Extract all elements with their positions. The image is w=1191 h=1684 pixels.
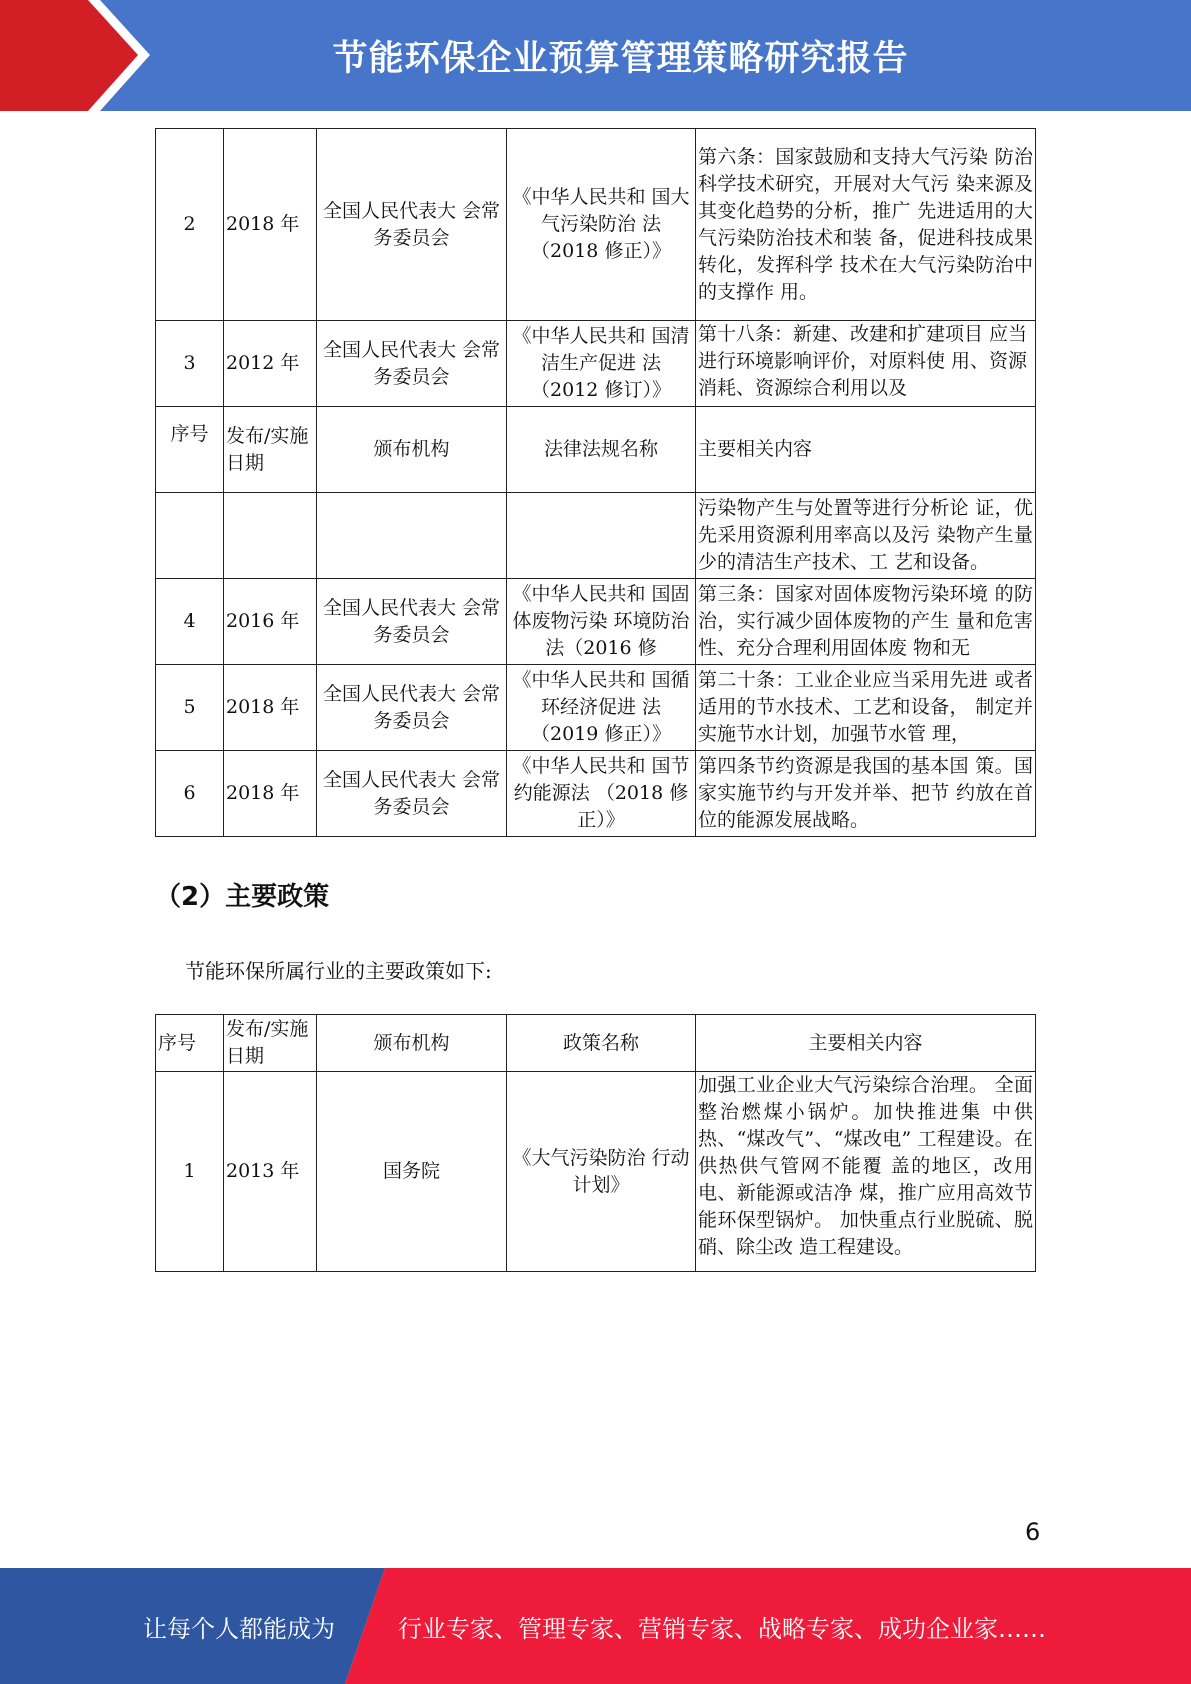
content-cell: 第四条节约资源是我国的基本国 策。国家实施节约与开发并举、把节 约放在首位的能源发展战略。 bbox=[696, 751, 1036, 837]
date-cell bbox=[224, 493, 317, 579]
header-seq: 序号 bbox=[156, 1015, 224, 1072]
table-header-row bbox=[156, 1015, 1036, 1072]
header-org: 颁布机构 bbox=[317, 407, 507, 493]
content-cell: 第十八条：新建、改建和扩建项目 应当进行环境影响评价，对原料使 用、资源消耗、资源综合利用以及 bbox=[696, 321, 1036, 407]
date-cell: 2018 年 bbox=[224, 665, 317, 751]
header-chevron-decoration bbox=[0, 0, 200, 111]
header-content: 主要相关内容 bbox=[696, 1015, 1036, 1072]
footer-banner bbox=[0, 1568, 1191, 1684]
content-cell: 第二十条：工业企业应当采用先进 或者适用的节水技术、工艺和设备， 制定并实施节水计划，加强节水管 理， bbox=[696, 665, 1036, 751]
header-org: 颁布机构 bbox=[317, 1015, 507, 1072]
content-cell: 加强工业企业大气污染综合治理。 全面整治燃煤小锅炉。加快推进集 中供热、“煤改气”、“煤改电” 工程建设。在供热供气管网不能覆 盖的地区，改用电、新能源或洁净 煤，推广应用高效节能环保型锅炉。 加快重点行业脱硫、脱硝、除尘改 造工程建设。 bbox=[696, 1072, 1036, 1272]
date-cell: 2018 年 bbox=[224, 751, 317, 837]
header-date: 发布/实施日期 bbox=[224, 407, 317, 493]
date-cell: 2013 年 bbox=[224, 1072, 317, 1272]
report-title: 节能环保企业预算管理策略研究报告 bbox=[332, 38, 909, 79]
org-cell: 国务院 bbox=[317, 1072, 507, 1272]
seq-cell bbox=[156, 493, 224, 579]
page-number: 6 bbox=[1025, 1518, 1041, 1546]
table-header-row bbox=[156, 407, 1036, 493]
section-heading: （2）主要政策 bbox=[155, 882, 330, 912]
table-row bbox=[156, 321, 1036, 407]
policy-name-cell: 《大气污染防治 行动计划》 bbox=[507, 1072, 696, 1272]
org-cell: 全国人民代表大 会常务委员会 bbox=[317, 579, 507, 665]
header-date: 发布/实施日期 bbox=[224, 1015, 317, 1072]
footer-slogan-left: 让每个人都能成为 bbox=[143, 1614, 335, 1643]
law-name-cell: 《中华人民共和 国清洁生产促进 法（2012 修订）》 bbox=[507, 321, 696, 407]
table-row bbox=[156, 665, 1036, 751]
law-name-cell: 《中华人民共和 国循环经济促进 法（2019 修正）》 bbox=[507, 665, 696, 751]
seq-cell: 5 bbox=[156, 665, 224, 751]
table-row bbox=[156, 751, 1036, 837]
header-banner bbox=[0, 0, 1191, 111]
date-cell: 2016 年 bbox=[224, 579, 317, 665]
content-cell: 第六条：国家鼓励和支持大气污染 防治科学技术研究，开展对大气污 染来源及其变化趋势的分析，推广 先进适用的大气污染防治技术和装 备，促进科技成果转化，发挥科学 技术在大气污染防治中的支撑作 用。 bbox=[696, 129, 1036, 321]
policies-table bbox=[155, 1014, 1036, 1272]
table-row bbox=[156, 579, 1036, 665]
law-name-cell: 《中华人民共和 国固体废物污染 环境防治法（2016 修 bbox=[507, 579, 696, 665]
date-cell: 2012 年 bbox=[224, 321, 317, 407]
header-seq: 序号 bbox=[156, 407, 224, 493]
header-content: 主要相关内容 bbox=[696, 407, 1036, 493]
laws-table bbox=[155, 128, 1036, 837]
seq-cell: 6 bbox=[156, 751, 224, 837]
table-row bbox=[156, 493, 1036, 579]
seq-cell: 1 bbox=[156, 1072, 224, 1272]
table-row bbox=[156, 129, 1036, 321]
seq-cell: 2 bbox=[156, 129, 224, 321]
header-policy-name: 政策名称 bbox=[507, 1015, 696, 1072]
content-cell: 第三条：国家对固体废物污染环境 的防治，实行减少固体废物的产生 量和危害性、充分合理利用固体废 物和无 bbox=[696, 579, 1036, 665]
org-cell: 全国人民代表大 会常务委员会 bbox=[317, 665, 507, 751]
org-cell: 全国人民代表大 会常务委员会 bbox=[317, 751, 507, 837]
law-name-cell: 《中华人民共和 国大气污染防治 法（2018 修正）》 bbox=[507, 129, 696, 321]
law-name-cell bbox=[507, 493, 696, 579]
date-cell: 2018 年 bbox=[224, 129, 317, 321]
org-cell: 全国人民代表大 会常务委员会 bbox=[317, 129, 507, 321]
intro-paragraph: 节能环保所属行业的主要政策如下: bbox=[185, 959, 492, 983]
seq-cell: 3 bbox=[156, 321, 224, 407]
header-law-name: 法律法规名称 bbox=[507, 407, 696, 493]
footer-slogan-right: 行业专家、管理专家、营销专家、战略专家、成功企业家…… bbox=[398, 1614, 1046, 1643]
table-row bbox=[156, 1072, 1036, 1272]
org-cell bbox=[317, 493, 507, 579]
law-name-cell: 《中华人民共和 国节约能源法 （2018 修正）》 bbox=[507, 751, 696, 837]
content-cell: 污染物产生与处置等进行分析论 证，优先采用资源利用率高以及污 染物产生量少的清洁生产技术、工 艺和设备。 bbox=[696, 493, 1036, 579]
seq-cell: 4 bbox=[156, 579, 224, 665]
org-cell: 全国人民代表大 会常务委员会 bbox=[317, 321, 507, 407]
